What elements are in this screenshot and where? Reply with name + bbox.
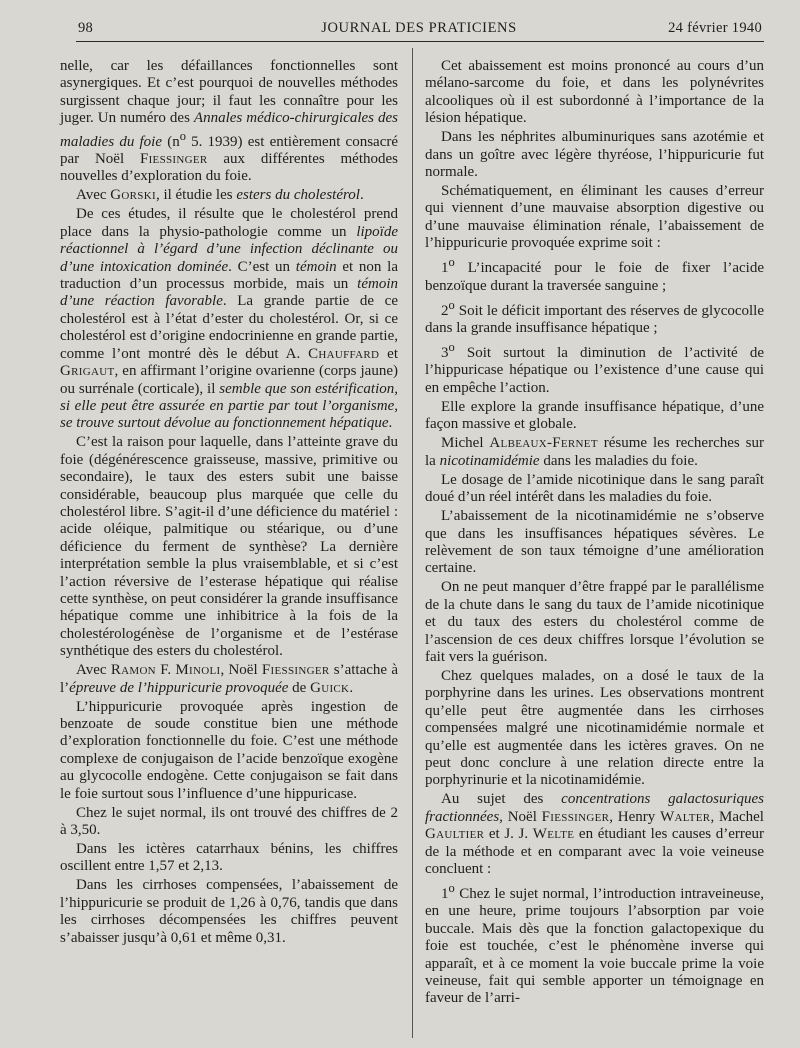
paragraph: De ces études, il résulte que le cholestérol prend place dans la physio-pathologie comme un lipoïde réactionnel à l’égard d’une infection déclinante ou d’une intoxication dominée. C’est un témoin et non la traduction d’un processus morbide, mais un témoin d’une réaction favorable. La grande partie de ce cholestérol est à l’état d’ester du cholestérol. Or, si ce cholestérol est d’origine endocrinienne en grande partie, comme l’ont montré dès le début A. Chauffard et Grigaut, en affirmant l’origine ovarienne (corps jaune) ou surrénale (corticale), il semble que son estérification, si elle peut être assurée en partie par tout l’organisme, se trouve surtout dévolue au fonctionnement hépatique. bbox=[60, 206, 399, 432]
paragraph: C’est la raison pour laquelle, dans l’atteinte grave du foie (dégénérescence graisseuse, massive, primitive ou secondaire), le taux des esters subit une baisse considérable, beaucoup plus marquée que celle du cholestérol libre. S’agit-il d’une déficience du matériel : acide oléique, palmitique ou stéarique, ou d’une déficience du ferment de synthèse? La dernière interprétation semble la plus vraisemblable, et si c’est l’action réversive de l’esterase hépatique qui réalise cette synthèse, on peut considérer la grande insuffisance hépatique comme une inhibitrice à la fois de la cholestérologénèse de l’organisme et de l’estérase synthétique des esters du cholestérol. bbox=[60, 434, 398, 660]
paragraph: 1$^o$ L’incapacité pour le foie de fixer l’acide benzoïque durant la traversée sanguine ; bbox=[425, 255, 764, 294]
paragraph: 1$^o$ Chez le sujet normal, l’introduction intraveineuse, en une heure, prime toujours l’absorption par voie buccale. Mais dès que la fonction galactopexique du foie est touchée, c’est le phénomène inverse qui apparaît, et à ce moment la voie buccale prime la voie veineuse, fait qui semble apporter un témoignage en faveur de l’arri- bbox=[425, 881, 764, 1007]
paragraph: 3$^o$ Soit surtout la diminution de l’activité de l’hippuricase hépatique ou l’existence d’une cause qui en empêche l’action. bbox=[425, 340, 764, 396]
paragraph: Avec Gorski, il étudie les esters du cholestérol. bbox=[76, 187, 364, 204]
paragraph: Chez quelques malades, on a dosé le taux de la porphyrine dans les urines. Les observations montrent qu’elle peut être augmentée dans les cirrhoses compensées malgré une nicotinamidémie normale et qu’elle est augmentée dans les ictères graves. On ne peut donc conclure à une relation directe entre la porphyrinurie et la nicotinamidémie. bbox=[425, 667, 764, 789]
paragraph: L’abaissement de la nicotinamidémie ne s’observe que dans les insuffisances hépatiques sévères. Le relèvement de son taux témoigne d’une amélioration certaine. bbox=[425, 508, 764, 577]
paragraph: Dans les ictères catarrhaux bénins, les chiffres oscillent entre 1,57 et 2,13. bbox=[60, 841, 398, 875]
paragraph: Cet abaissement est moins prononcé au cours d’un mélano-sarcome du foie, et dans les polynévrites alcooliques où il est subordonné à l’importance de la lésion hépatique. bbox=[425, 58, 764, 127]
paragraph: Schématiquement, en éliminant les causes d’erreur qui viennent d’une mauvaise absorption digestive ou d’une mauvaise élimination rénale, l’abaissement de l’hippuricurie provoquée exprime soit : bbox=[425, 183, 764, 252]
journal-title: JOURNAL DES PRATICIENS bbox=[321, 20, 517, 36]
left-column bbox=[60, 58, 398, 949]
issue-date: 24 février 1940 bbox=[668, 20, 762, 36]
paragraph: Chez le sujet normal, ils ont trouvé des chiffres de 2 à 3,50. bbox=[60, 804, 398, 839]
paragraph: Elle explore la grande insuffisance hépatique, d’une façon massive et globale. bbox=[425, 398, 764, 433]
paragraph: Dans les néphrites albuminuriques sans azotémie et dans un goître avec légère thyréose, l’hippuricurie fut normale. bbox=[425, 129, 764, 181]
paragraph: nelle, car les défaillances fonctionnelles sont asynergiques. Et c’est pourquoi de nouvelles méthodes surgissent chaque jour; il faut les connaître pour les juger. Un numéro des Annales médico-chirurgicales des maladies du foie ($n^o$ 5. 1939) est entièrement consacré par Noël Fiessinger aux différentes méthodes nouvelles d’exploration du foie. bbox=[60, 58, 399, 185]
page-number: 98 bbox=[78, 20, 94, 36]
paragraph: L’hippuricurie provoquée après ingestion de benzoate de soude constitue bien une méthode d’exploration fonctionnelle du foie. C’est une méthode complexe de conjugaison de l’acide benzoïque exogène au glycocolle endogène. Cette conjugaison se fait dans le foie surtout sous l’influence d’une hippuricase. bbox=[60, 698, 398, 802]
paragraph: 2$^o$ Soit le déficit important des réserves de glycocolle dans la grande insuffisance hépatique ; bbox=[425, 297, 764, 337]
paragraph: Le dosage de l’amide nicotinique dans le sang paraît doué d’un réel intérêt dans les maladies du foie. bbox=[425, 471, 764, 506]
paragraph: Dans les cirrhoses compensées, l’abaissement de l’hippuricurie se produit de 1,26 à 0,76, tandis que dans les cirrhoses décompensées les chiffres peuvent s’abaisser jusqu’à 0,61 et même 0,31. bbox=[60, 877, 398, 946]
paragraph: Michel Albeaux-Fernet résume les recherches sur la nicotinamidémie dans les maladies du foie. bbox=[425, 435, 764, 469]
right-column bbox=[425, 58, 764, 1009]
paragraph: Avec Ramon F. Minoli, Noël Fiessinger s’attache à l’épreuve de l’hippuricurie provoquée de Guick. bbox=[60, 662, 398, 696]
paragraph: Au sujet des concentrations galactosuriques fractionnées, Noël Fiessinger, Henry Walter, Machel Gaultier et J. J. Welte en étudiant les causes d’erreur de la méthode et en comparant avec la voie veineuse concluent : bbox=[425, 791, 765, 877]
column-divider bbox=[412, 48, 413, 1038]
running-header bbox=[76, 18, 762, 40]
paragraph: On ne peut manquer d’être frappé par le parallélisme de la chute dans le sang du taux de l’amide nicotinique et du taux des esters du cholestérol comme de l’ascension de ces deux chiffres lorsque l’évolution se fait vers la guérison. bbox=[425, 579, 764, 665]
header-rule bbox=[76, 41, 764, 42]
